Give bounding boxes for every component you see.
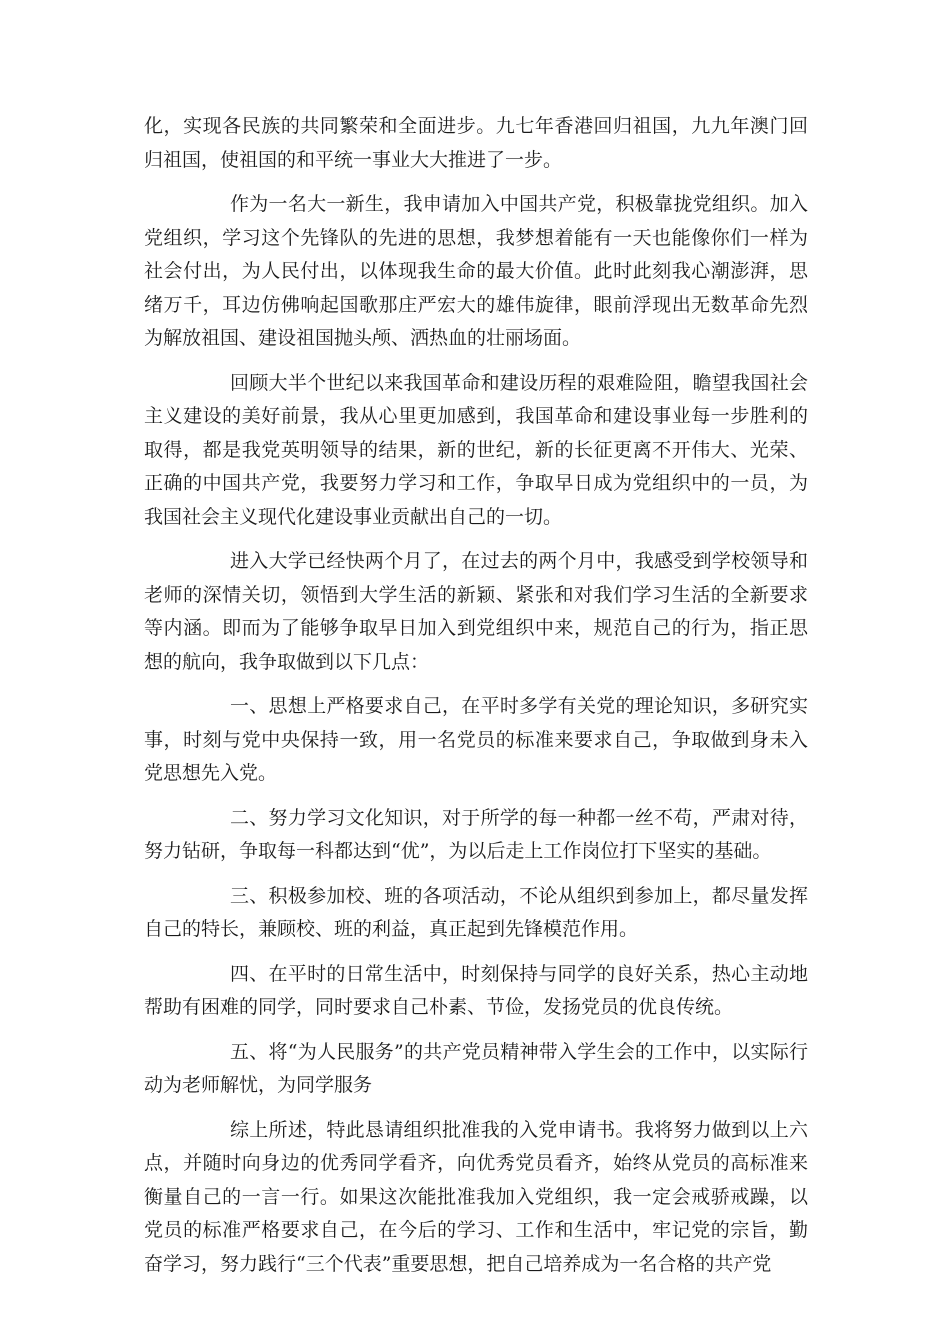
paragraph-application-intent: 作为一名大一新生，我申请加入中国共产党，积极靠拢党组织。加入党组织，学习这个先锋队的先进的思想，我梦想着能有一天也能像你们一样为社会付出，为人民付出，以体现我生命的最大价值。此时此刻我心潮澎湃，思绪万千，耳边仿佛响起国歌那庄严宏大的雄伟旋律，眼前浮现出无数革命先烈为解放祖国、建设祖国抛头颅、洒热血的壮丽场面。 bbox=[144, 193, 808, 349]
paragraph-university-life: 进入大学已经快两个月了，在过去的两个月中，我感受到学校领导和老师的深情关切，领悟到大学生活的新颖、紧张和对我们学习生活的全新要求等内涵。即而为了能够争取早日加入到党组织中来，规范自己的行为，指正思想的航向，我争取做到以下几点： bbox=[144, 550, 808, 673]
paragraph-continuation: 化，实现各民族的共同繁荣和全面进步。九七年香港回归祖国，九九年澳门回归祖国，使祖国的和平统一事业大大推进了一步。 bbox=[144, 115, 808, 171]
paragraph-history-review: 回顾大半个世纪以来我国革命和建设历程的艰难险阻，瞻望我国社会主义建设的美好前景，我从心里更加感到，我国革命和建设事业每一步胜利的取得，都是我党英明领导的结果，新的世纪，新的长征更离不开伟大、光荣、正确的中国共产党，我要努力学习和工作，争取早日成为党组织中的一员，为我国社会主义现代化建设事业贡献出自己的一切。 bbox=[144, 371, 808, 528]
paragraph-point-three: 三、积极参加校、班的各项活动，不论从组织到参加上，都尽量发挥自己的特长，兼顾校、班的利益，真正起到先锋模范作用。 bbox=[144, 884, 808, 940]
paragraph-point-two: 二、努力学习文化知识，对于所学的每一种都一丝不苟，严肃对待，努力钻研，争取每一科都达到“优”，为以后走上工作岗位打下坚实的基础。 bbox=[144, 806, 808, 862]
paragraph-point-four: 四、在平时的日常生活中，时刻保持与同学的良好关系，热心主动地帮助有困难的同学，同时要求自己朴素、节俭，发扬党员的优良传统。 bbox=[144, 962, 808, 1018]
paragraph-conclusion: 综上所述，特此恳请组织批准我的入党申请书。我将努力做到以上六点，并随时向身边的优秀同学看齐，向优秀党员看齐，始终从党员的高标准来衡量自己的一言一行。如果这次能批准我加入党组织，我一定会戒骄戒躁，以党员的标准严格要求自己，在今后的学习、工作和生活中，牢记党的宗旨，勤奋学习，努力践行“三个代表”重要思想，把自己培养成为一名合格的共产党 bbox=[144, 1118, 808, 1275]
document-page bbox=[144, 110, 808, 1292]
paragraph-point-five: 五、将“为人民服务”的共产党员精神带入学生会的工作中，以实际行动为老师解忧，为同学服务 bbox=[144, 1040, 808, 1096]
paragraph-point-one: 一、思想上严格要求自己，在平时多学有关党的理论知识，多研究实事，时刻与党中央保持一致，用一名党员的标准来要求自己，争取做到身未入党思想先入党。 bbox=[144, 695, 808, 784]
